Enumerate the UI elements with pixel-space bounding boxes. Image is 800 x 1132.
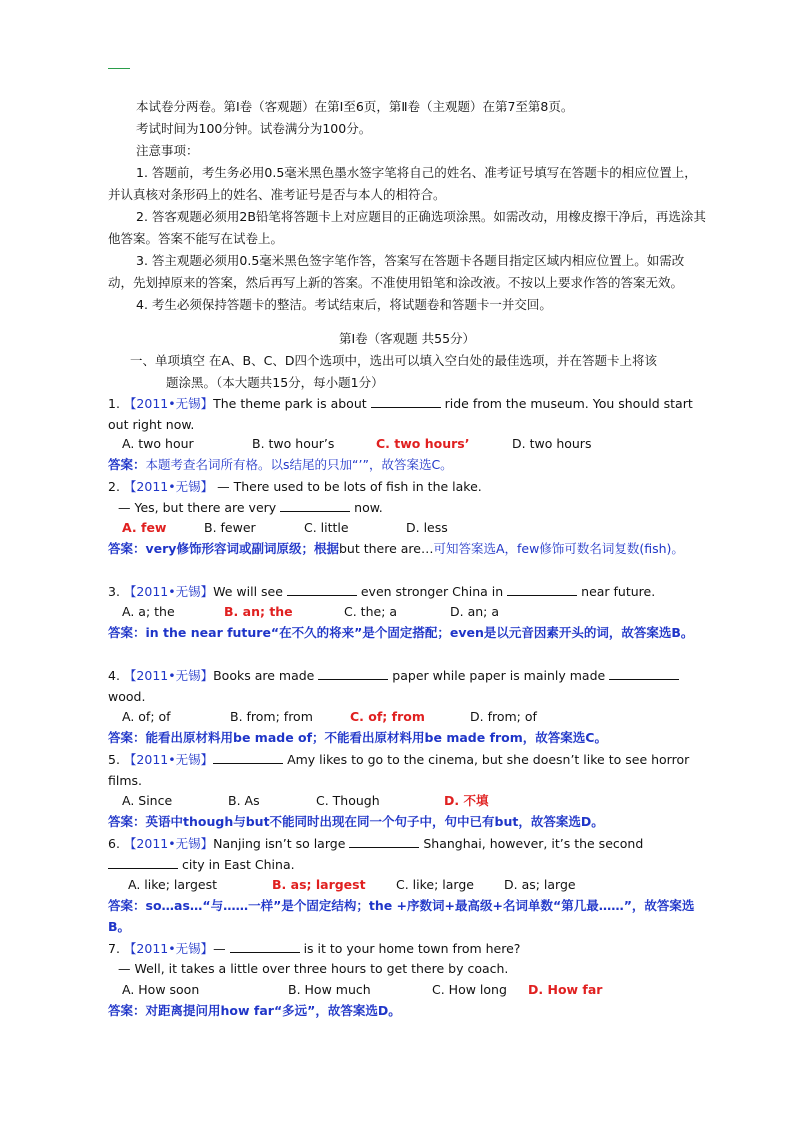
answer-text: 英语中though与but不能同时出现在同一个句子中，句中已有but，故答案选D。 <box>145 814 604 829</box>
intro-line-2: 考试时间为100分钟。试卷满分为100分。 <box>136 121 372 136</box>
answer-blank <box>108 856 178 869</box>
question-4 <box>108 665 706 707</box>
option-d: D. an; a <box>450 604 499 619</box>
answer-5 <box>108 811 706 833</box>
answer-text: very修饰形容词或副词原级；根据 <box>145 541 339 556</box>
notice-1: 1. 答题前，考生务必用0.5毫米黑色墨水签字笔将自己的姓名、准考证号填写在答题卡的相应位置上，并认真核对条形码上的姓名、准考证号是否与本人的相符合。 <box>108 165 697 202</box>
answer-text: 可知答案选A，few修饰可数名词复数(fish)。 <box>433 541 684 556</box>
options-6 <box>108 874 706 896</box>
option-d: D. as; large <box>504 877 576 892</box>
option-b: B. As <box>228 793 260 808</box>
answer-7 <box>108 1000 706 1022</box>
answer-label: 答案： <box>108 541 146 556</box>
answer-blank <box>371 395 441 408</box>
options-2 <box>108 517 706 539</box>
option-b: B. fewer <box>204 520 256 535</box>
answer-text: so…as…“与……一样”是个固定结构；the +序数词+最高级+名词单数“第几最……”，故答案选B。 <box>108 898 695 934</box>
option-a: A. two hour <box>122 436 194 451</box>
question-number: 7. <box>108 941 120 956</box>
answer-blank <box>318 667 388 680</box>
option-a: A. of; of <box>122 709 171 724</box>
question-7 <box>108 938 706 960</box>
answer-label: 答案： <box>108 457 146 472</box>
intro-block <box>108 96 706 316</box>
question-tag: 【2011•无锡】 <box>123 941 214 956</box>
notice-3: 3. 答主观题必须用0.5毫米黑色签字笔作答，答案写在答题卡各题目指定区域内相应位置上。如需改动，先划掉原来的答案，然后再写上新的答案。不准使用铅笔和涂改液。不按以上要求作答的答案无效。 <box>108 253 685 290</box>
question-text: Books are made <box>213 668 319 683</box>
option-c: C. Though <box>316 793 380 808</box>
question-6 <box>108 833 706 875</box>
question-text: near future. <box>577 584 656 599</box>
question-text: — Yes, but there are very <box>118 500 281 515</box>
option-c: C. like; large <box>396 877 474 892</box>
answer-label: 答案： <box>108 814 146 829</box>
section-line-1: 一、单项填空 在A、B、C、D四个选项中，选出可以填入空白处的最佳选项，并在答题卡上将该 <box>130 353 657 368</box>
question-text: Nanjing isn’t so large <box>213 836 350 851</box>
answer-blank <box>287 583 357 596</box>
question-text: The theme park is about <box>213 396 371 411</box>
question-text: wood. <box>108 689 146 704</box>
answer-2 <box>108 538 706 559</box>
option-b: B. two hour’s <box>252 436 335 451</box>
option-c: C. How long <box>432 982 507 997</box>
question-2 <box>108 476 706 498</box>
option-a: A. like; largest <box>128 877 217 892</box>
section-line-2: 题涂黑。（本大题共15分，每小题1分） <box>166 375 384 390</box>
option-c: C. the; a <box>344 604 398 619</box>
question-text: even stronger China in <box>356 584 508 599</box>
question-tag: 【2011•无锡】 <box>123 836 214 851</box>
part-title: 第Ⅰ卷（客观题 共55分） <box>338 331 476 346</box>
question-text: Amy likes to go to the cinema, but she doesn’t like to see horror films. <box>108 752 690 788</box>
answer-label: 答案： <box>108 1003 146 1018</box>
option-b-correct: B. as; largest <box>272 877 366 892</box>
option-b: B. How much <box>288 982 371 997</box>
notice-heading: 注意事项： <box>136 143 199 158</box>
options-7 <box>108 979 706 1001</box>
options-4 <box>108 706 706 728</box>
question-3 <box>108 581 706 603</box>
header-mark <box>108 68 130 69</box>
question-text: Shanghai, however, it’s the second <box>419 836 644 851</box>
option-a: A. Since <box>122 793 173 808</box>
question-5 <box>108 749 706 791</box>
question-number: 6. <box>108 836 120 851</box>
option-d: D. less <box>406 520 448 535</box>
question-text: — <box>213 941 230 956</box>
option-d: D. from; of <box>470 709 537 724</box>
intro-line-1: 本试卷分两卷。第Ⅰ卷（客观题）在第Ⅰ至6页，第Ⅱ卷（主观题）在第7至第8页。 <box>136 99 574 114</box>
notice-4: 4. 考生必须保持答题卡的整洁。考试结束后，将试题卷和答题卡一并交回。 <box>136 297 552 312</box>
question-text: is it to your home town from here? <box>299 941 521 956</box>
option-a-correct: A. few <box>122 520 167 535</box>
answer-text: 本题考查名词所有格。以s结尾的只加“’”，故答案选C。 <box>145 457 453 472</box>
question-text: We will see <box>213 584 287 599</box>
question-tag: 【2011•无锡】 <box>123 584 214 599</box>
notice-2: 2. 答客观题必须用2B铅笔将答题卡上对应题目的正确选项涂黑。如需改动，用橡皮擦干净后，再选涂其他答案。答案不能写在试卷上。 <box>108 209 706 246</box>
answer-blank <box>349 835 419 848</box>
question-7-reply: — Well, it takes a little over three hours to get there by coach. <box>118 961 509 976</box>
question-number: 4. <box>108 668 120 683</box>
question-1 <box>108 393 706 435</box>
option-c-correct: C. of; from <box>350 709 425 724</box>
answer-blank <box>280 499 350 512</box>
option-d-correct: D. 不填 <box>444 793 489 808</box>
answer-text: but there are… <box>338 541 434 556</box>
section-heading <box>108 350 706 394</box>
answer-4 <box>108 727 706 749</box>
answer-label: 答案： <box>108 898 146 913</box>
options-5 <box>108 790 706 812</box>
answer-1 <box>108 454 706 476</box>
question-tag: 【2011•无锡】 <box>123 668 214 683</box>
option-d-correct: D. How far <box>528 982 603 997</box>
answer-text: in the near future“在不久的将来”是个固定搭配；even是以元音因素开头的词，故答案选B。 <box>145 625 694 640</box>
options-1 <box>108 433 706 455</box>
question-text: city in East China. <box>178 857 295 872</box>
option-a: A. How soon <box>122 982 200 997</box>
answer-blank <box>213 751 283 764</box>
answer-6 <box>108 895 706 937</box>
answer-text: 能看出原材料用be made of；不能看出原材料用be made from，故答案选C。 <box>145 730 607 745</box>
question-text: now. <box>350 500 383 515</box>
answer-blank <box>609 667 679 680</box>
answer-label: 答案： <box>108 730 146 745</box>
question-number: 2. <box>108 479 120 494</box>
question-tag: 【2011•无锡】 <box>123 479 214 494</box>
question-text: — There used to be lots of fish in the lake. <box>217 479 482 494</box>
question-number: 3. <box>108 584 120 599</box>
question-tag: 【2011•无锡】 <box>123 396 214 411</box>
option-b: B. from; from <box>230 709 313 724</box>
question-number: 1. <box>108 396 120 411</box>
options-3 <box>108 601 706 623</box>
answer-label: 答案： <box>108 625 146 640</box>
answer-blank <box>230 940 300 953</box>
question-tag: 【2011•无锡】 <box>123 752 214 767</box>
question-text: paper while paper is mainly made <box>388 668 610 683</box>
option-c: C. little <box>304 520 349 535</box>
answer-3 <box>108 622 706 643</box>
option-c-correct: C. two hours’ <box>376 436 470 451</box>
question-text: ride from the museum. You should start out right now. <box>108 396 693 432</box>
question-2-reply <box>108 497 716 519</box>
answer-text: 对距离提问用how far“多远”，故答案选D。 <box>145 1003 401 1018</box>
option-a: A. a; the <box>122 604 175 619</box>
answer-blank <box>507 583 577 596</box>
option-b-correct: B. an; the <box>224 604 293 619</box>
question-number: 5. <box>108 752 120 767</box>
option-d: D. two hours <box>512 436 592 451</box>
